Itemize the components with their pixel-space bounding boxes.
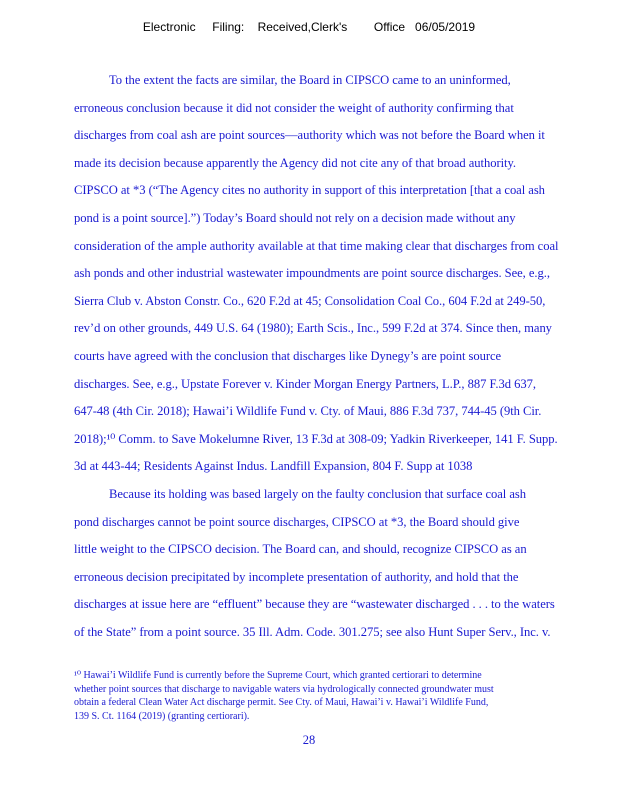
body-line: rev’d on other grounds, 449 U.S. 64 (1980); Earth Scis., Inc., 599 F.2d at 374. Since then, many [74, 321, 552, 336]
page-number: 28 [302, 733, 316, 747]
body-line: made its decision because apparently the Agency did not cite any of that broad authority. [74, 155, 517, 170]
body-line: erroneous decision precipitated by incomplete presentation of authority, and hold that the [74, 569, 519, 584]
body-text [74, 70, 594, 646]
body-line: pond is a point source].”) Today’s Board should not rely on a decision made without any [74, 210, 516, 225]
body-line: 647-48 (4th Cir. 2018); Hawai’i Wildlife Fund v. Cty. of Maui, 886 F.3d 737, 744-45 (9th Cir. [74, 404, 542, 419]
body-line: discharges. See, e.g., Upstate Forever v. Kinder Morgan Energy Partners, L.P., 887 F.3d 637, [74, 376, 536, 391]
body-line: erroneous conclusion because it did not consider the weight of authority confirming that [74, 100, 514, 115]
body-line: pond discharges cannot be point source discharges, CIPSCO at *3, the Board should give [74, 514, 520, 529]
body-line: of the State” from a point source. 35 Ill. Adm. Code. 301.275; see also Hunt Super Serv., Inc. v. [74, 624, 551, 639]
footnote-line: obtain a federal Clean Water Act discharge permit. See Cty. of Maui, Hawai’i v. Hawai’i Wildlife Fund, [74, 697, 489, 708]
body-line: Sierra Club v. Abston Constr. Co., 620 F.2d at 45; Consolidation Coal Co., 604 F.2d at 249-50, [74, 293, 546, 308]
footnote-line: whether point sources that discharge to navigable waters via hydrologically connected groundwater must [74, 683, 494, 695]
body-line: consideration of the ample authority available at that time making clear that discharges from coal [74, 238, 559, 253]
body-line: To the extent the facts are similar, the Board in CIPSCO came to an uninformed, [109, 73, 511, 87]
body-line: Because its holding was based largely on the faulty conclusion that surface coal ash [109, 486, 526, 501]
footnote [74, 669, 594, 723]
body-line: 3d at 443-44; Residents Against Indus. Landfill Expansion, 804 F. Supp at 1038 [74, 459, 473, 474]
body-line: discharges from coal ash are point sources—authority which was not before the Board when it [74, 128, 545, 143]
body-line: CIPSCO at *3 (“The Agency cites no authority in support of this interpretation [that a coal ash [74, 183, 545, 198]
filing-stamp-header: Electronic Filing: Received,Clerk's Office 06/05/2019 [142, 20, 476, 34]
body-line: discharges at issue here are “effluent” because they are “wastewater discharged . . . to the waters [74, 597, 555, 612]
footnote-line: 139 S. Ct. 1164 (2019) (granting certiorari). [74, 710, 250, 722]
footnote-line: ¹⁰ Hawai’i Wildlife Fund is currently before the Supreme Court, which granted certiorari to determine [74, 670, 482, 681]
body-line: 2018);¹⁰ Comm. to Save Mokelumne River, 13 F.3d at 308-09; Yadkin Riverkeeper, 141 F. Supp. [74, 431, 558, 446]
body-line: little weight to the CIPSCO decision. The Board can, and should, recognize CIPSCO as an [74, 542, 527, 557]
body-line: ash ponds and other industrial wastewater impoundments are point source discharges. See, e.g., [74, 266, 550, 281]
body-line: courts have agreed with the conclusion that discharges like Dynegy’s are point source [74, 348, 502, 363]
